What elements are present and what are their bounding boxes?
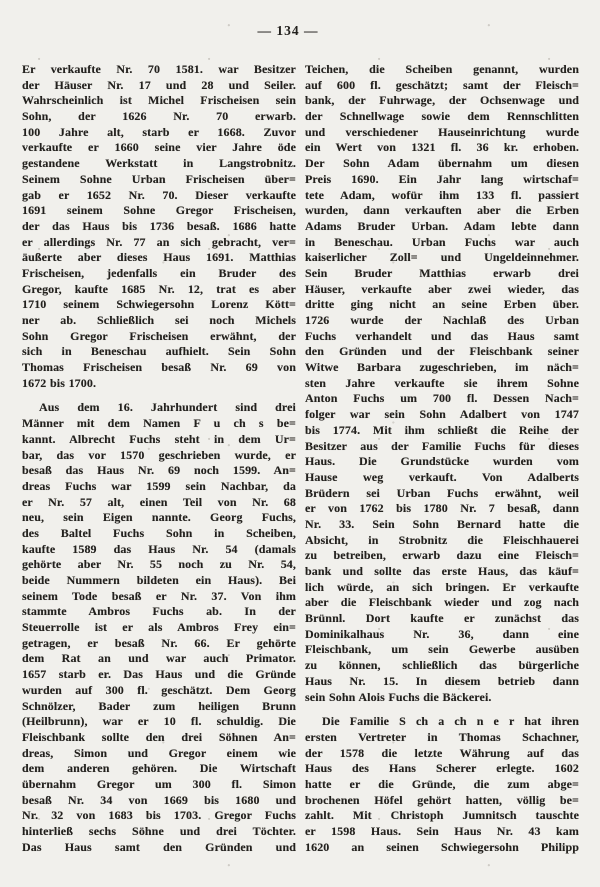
- text-line: Schnölzer, Bader zum heiligen Brunn: [22, 698, 296, 713]
- text-line: Die Familie S ch a ch n e r hat ihren: [322, 714, 579, 729]
- text-line: ein Wert von 1321 fl. 36 kr. erhoben.: [305, 140, 579, 155]
- text-line: getragen, er besaß Nr. 66. Er gehörte: [22, 635, 296, 650]
- text-line: der 1578 die letzte Währung auf das: [305, 745, 579, 760]
- text-line: Das Haus samt den Gründen und: [22, 839, 296, 854]
- text-line: 1710 seinem Schwiegersohn Lorenz Kött=: [22, 297, 296, 312]
- text-column-right: [305, 62, 579, 855]
- text-line: dem Rat an und war auch Primator.: [22, 651, 296, 666]
- text-line: gehörte aber Nr. 55 noch zu Nr. 54,: [22, 557, 296, 572]
- text-line: 1726 wurde der Nachlaß des Urban: [305, 313, 579, 327]
- text-line: Brüdern sei Urban Fuchs erwähnt, weil: [305, 485, 579, 500]
- text-line: beide Nummern bildeten ein Haus). Bei: [22, 573, 296, 587]
- text-line: Männer mit dem Namen F u ch s be=: [22, 416, 296, 431]
- text-line: Nr. 33. Sein Sohn Bernard hatte die: [305, 516, 579, 531]
- text-line: dem anderen gehören. Die Wirtschaft: [22, 761, 296, 776]
- text-line: Gregor, kaufte 1685 Nr. 12, trat es aber: [22, 281, 296, 296]
- text-line: seinem Tode besaß er Nr. 37. Von ihm: [22, 588, 296, 603]
- text-line: Sohn, der 1626 Nr. 70 erwarb.: [22, 109, 296, 124]
- text-line: besaß Nr. 34 von 1669 bis 1680 und: [22, 792, 296, 807]
- text-line: Steuerrolle ist er als Ambros Frey ein=: [22, 620, 296, 635]
- text-line: Hause weg verkauft. Von Adalberts: [305, 469, 579, 484]
- text-line: ner ab. Schließlich sei noch Michels: [22, 313, 296, 327]
- text-line: Haus. Die Grundstücke wurden vom: [305, 454, 579, 469]
- text-line: bar, das vor 1570 geschrieben wurde, er: [22, 447, 296, 462]
- text-line: Brünnl. Dort kaufte er zunächst das: [305, 611, 579, 626]
- text-line: 1657 starb er. Das Haus und die Gründe: [22, 667, 296, 682]
- text-line: Frischeisen, jedenfalls ein Bruder des: [22, 265, 296, 280]
- text-line: bis 1774. Mit ihm schließt die Reihe der: [305, 422, 579, 437]
- text-line: neu, sein Eigen nannte. Georg Fuchs,: [22, 510, 296, 525]
- text-line: 100 Jahre alt, starb er 1668. Zuvor: [22, 124, 296, 139]
- text-line: folger war sein Sohn Adalbert von 1747: [305, 407, 579, 422]
- text-line: zahlt. Mit Christoph Jumnitsch tauschte: [305, 808, 579, 823]
- text-line: stammte Ambros Fuchs ab. In der: [22, 604, 296, 619]
- page-number: — 134 —: [257, 23, 319, 38]
- text-line: und verschiedener Hauseinrichtung wurde: [305, 124, 579, 139]
- text-line: wurden, dann verkauften aber die Erben: [305, 203, 579, 218]
- text-line: hinterließ sechs Söhne und drei Töchter.: [22, 824, 296, 838]
- text-line: er von 1762 bis 1780 Nr. 7 besaß, dann: [305, 501, 579, 516]
- text-line: kaiserlicher Zoll= und Ungeldeinnehmer.: [305, 250, 579, 265]
- text-line: Dominikalhaus Nr. 36, dann eine: [305, 626, 579, 641]
- text-line: brochenen Höfel gehört hatten, völlig be=: [305, 792, 579, 807]
- two-column-text-body: [22, 62, 579, 855]
- text-line: (Heilbrunn), war er 10 fl. schuldig. Die: [22, 714, 296, 729]
- text-line: Thomas Frischeisen besaß Nr. 69 von: [22, 360, 296, 375]
- text-line: 1672 bis 1700.: [22, 375, 97, 390]
- text-line: er Nr. 57 alt, einen Teil von Nr. 68: [22, 494, 296, 509]
- text-line: Preis 1690. Ein Jahr lang wirtschaf=: [305, 171, 579, 186]
- text-line: Haus des Hans Scherer erlegte. 1602: [305, 761, 579, 776]
- text-line: Aus dem 16. Jahrhundert sind drei: [39, 400, 296, 415]
- text-line: verkaufte er 1660 seine vier Jahre öde: [22, 140, 296, 155]
- text-line: Fleischbank sollte den drei Söhnen An=: [22, 729, 296, 744]
- text-line: ersten Vertreter in Thomas Schachner,: [305, 729, 579, 744]
- text-line: der Häuser Nr. 17 und 28 und Seiler.: [22, 77, 296, 92]
- text-line: dreas Fuchs war 1599 sein Nachbar, da: [22, 478, 296, 493]
- text-line: Adams Bruder Urban. Adam lebte dann: [305, 218, 579, 233]
- text-line: er allerdings Nr. 77 an sich gebracht, ver=: [22, 234, 296, 249]
- text-line: tete Adam, wofür ihm 133 fl. passiert: [305, 187, 579, 202]
- text-line: dreas, Simon und Gregor einem wie: [22, 745, 296, 760]
- text-line: kaufte 1589 das Haus Nr. 54 (damals: [22, 541, 296, 556]
- text-line: besaß das Haus Nr. 69 noch 1599. An=: [22, 463, 296, 478]
- text-line: Er verkaufte Nr. 70 1581. war Besitzer: [22, 62, 296, 76]
- text-line: äußerte aber dieses Haus 1691. Matthias: [22, 250, 296, 265]
- text-line: auf 600 fl. geschätzt; samt der Fleisch=: [305, 77, 579, 92]
- text-line: Besitzer aus der Familie Fuchs für dieses: [305, 438, 579, 453]
- text-line: in Beneschau. Urban Fuchs war auch: [305, 234, 579, 249]
- text-line: Der Sohn Adam übernahm um diesen: [305, 156, 579, 171]
- text-line: zu betreiben, erwarb dazu eine Fleisch=: [305, 548, 579, 563]
- text-line: kannt. Albrecht Fuchs steht in dem Ur=: [22, 431, 296, 446]
- text-line: Wahrscheinlich ist Michel Frischeisen sein: [22, 93, 296, 108]
- text-line: sten Jahre verkaufte sie ihrem Sohne: [305, 375, 579, 390]
- text-line: der das Haus bis 1736 besaß. 1686 hatte: [22, 218, 296, 233]
- text-line: Witwe Barbara zugeschrieben, im näch=: [305, 360, 579, 375]
- text-line: wurden auf 300 fl. geschätzt. Dem Georg: [22, 682, 296, 697]
- text-line: Sohn Gregor Frischeisen erwähnt, der: [22, 328, 296, 343]
- text-line: sein Sohn Alois Fuchs die Bäckerei.: [305, 689, 492, 704]
- text-line: Anton Fuchs um 700 fl. Dessen Nach=: [305, 391, 579, 406]
- text-line: bank und sollte das erste Haus, das käuf=: [305, 564, 579, 578]
- text-line: Fleischbank, um sein Gewerbe ausüben: [305, 642, 579, 657]
- text-line: zu können, schließlich das bürgerliche: [305, 658, 579, 673]
- text-line: Haus Nr. 15. In diesem betrieb dann: [305, 673, 579, 688]
- text-line: Sein Bruder Matthias erwarb drei: [305, 265, 579, 280]
- text-line: gab er 1652 Nr. 70. Dieser verkaufte: [22, 187, 296, 202]
- text-line: Teichen, die Scheiben genannt, wurden: [305, 62, 579, 76]
- text-line: Fuchs verhandelt und das Haus samt: [305, 328, 579, 343]
- text-column-left: [22, 62, 296, 855]
- text-line: lich würde, an sich bringen. Er verkaufte: [305, 579, 579, 594]
- text-line: Häuser, verkaufte aber zwei wieder, das: [305, 281, 579, 296]
- text-line: dritte ging nicht an seine Erben über.: [305, 297, 579, 312]
- text-line: sich in Beneschau aufhielt. Sein Sohn: [22, 344, 296, 359]
- text-line: bank, der Fuhrwage, der Ochsenwage und: [305, 93, 579, 108]
- text-line: Seinem Sohne Urban Frischeisen über=: [22, 171, 296, 186]
- text-line: des Baltel Fuchs Sohn in Scheiben,: [22, 525, 296, 540]
- text-line: gestandene Werkstatt in Langstrobnitz.: [22, 156, 296, 171]
- text-line: 1620 an seinen Schwiegersohn Philipp: [305, 839, 579, 854]
- text-line: Nr. 32 von 1683 bis 1703. Gregor Fuchs: [22, 808, 296, 823]
- text-line: Absicht, in Strobnitz die Fleischhauerei: [305, 532, 579, 547]
- text-line: 1691 seinem Sohne Gregor Frischeisen,: [22, 203, 296, 218]
- text-line: der Schnellwage sowie dem Rennschlitten: [305, 109, 579, 124]
- text-line: hatte er die Gründe, die zum abge=: [305, 776, 579, 791]
- text-line: den Gründen und der Fleischbank seiner: [305, 344, 579, 359]
- text-line: aber die Fleischbank wieder und zog nach: [305, 595, 579, 610]
- text-line: er 1598 Haus. Sein Haus Nr. 43 kam: [305, 824, 579, 838]
- text-line: übernahm Gregor um 300 fl. Simon: [22, 776, 296, 791]
